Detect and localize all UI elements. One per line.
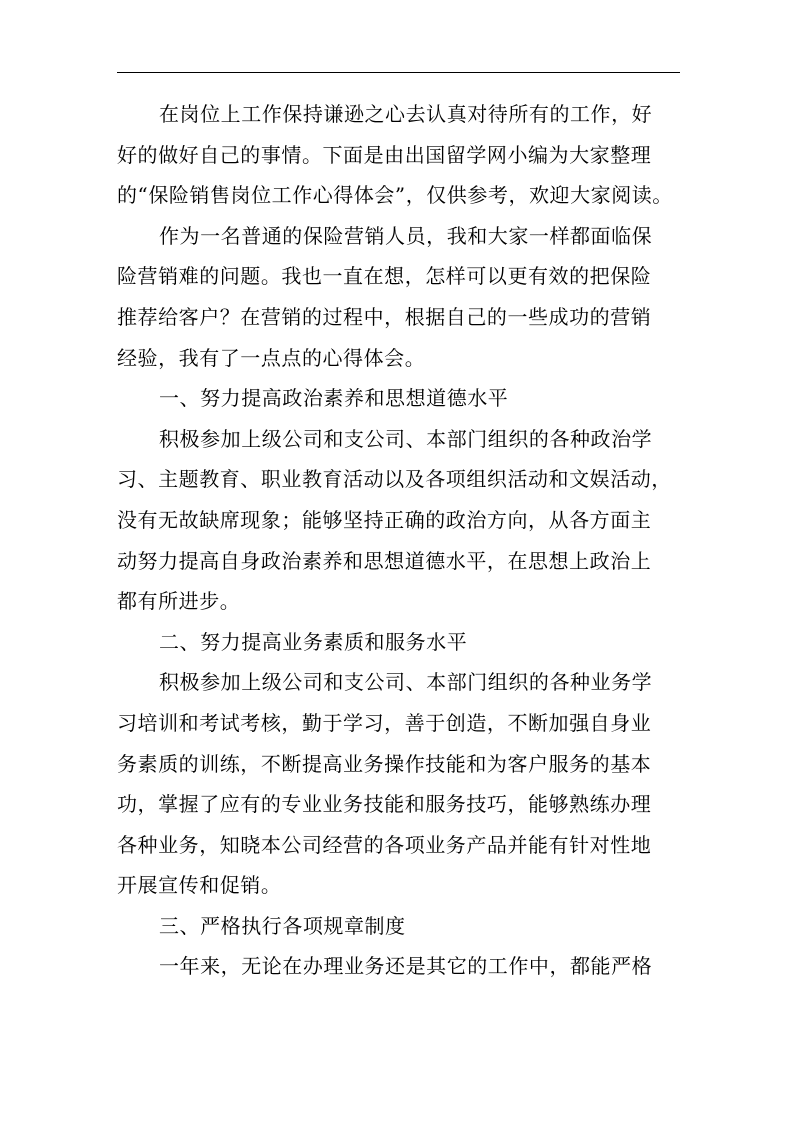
body-line: 各种业务，知晓本公司经营的各项业务产品并能有针对性地 bbox=[117, 832, 652, 857]
body-line: 务素质的训练，不断提高业务操作技能和为客户服务的基本 bbox=[117, 751, 652, 776]
body-line: 开展宣传和促销。 bbox=[117, 873, 282, 898]
section-heading: 三、严格执行各项规章制度 bbox=[159, 913, 406, 938]
document-body bbox=[117, 94, 680, 987]
body-line: 一年来，无论在办理业务还是其它的工作中，都能严格 bbox=[159, 954, 653, 979]
section-heading: 二、努力提高业务素质和服务水平 bbox=[159, 629, 468, 654]
body-line: 险营销难的问题。我也一直在想，怎样可以更有效的把保险 bbox=[117, 264, 652, 289]
body-line: 积极参加上级公司和支公司、本部门组织的各种业务学 bbox=[159, 670, 653, 695]
body-line: 习培训和考试考核，勤于学习，善于创造，不断加强自身业 bbox=[117, 710, 652, 735]
body-line: 都有所进步。 bbox=[117, 589, 241, 614]
body-line: 功，掌握了应有的专业业务技能和服务技巧，能够熟练办理 bbox=[117, 792, 652, 817]
body-line: 推荐给客户？在营销的过程中，根据自己的一些成功的营销 bbox=[117, 304, 652, 329]
body-line: 作为一名普通的保险营销人员，我和大家一样都面临保 bbox=[159, 223, 653, 248]
section-heading: 一、努力提高政治素养和思想道德水平 bbox=[159, 386, 509, 411]
body-line: 动努力提高自身政治素养和思想道德水平，在思想上政治上 bbox=[117, 548, 652, 573]
body-line: 经验，我有了一点点的心得体会。 bbox=[117, 345, 426, 370]
body-line: 没有无故缺席现象；能够坚持正确的政治方向，从各方面主 bbox=[117, 507, 652, 532]
header-rule bbox=[117, 72, 680, 73]
body-line: 习、主题教育、职业教育活动以及各项组织活动和文娱活动， bbox=[117, 467, 672, 492]
body-line: 的“保险销售岗位工作心得体会”，仅供参考，欢迎大家阅读。 bbox=[117, 183, 673, 208]
body-line: 积极参加上级公司和支公司、本部门组织的各种政治学 bbox=[159, 426, 653, 451]
body-line: 好的做好自己的事情。下面是由出国留学网小编为大家整理 bbox=[117, 142, 652, 167]
body-line: 在岗位上工作保持谦逊之心去认真对待所有的工作，好 bbox=[159, 102, 653, 126]
